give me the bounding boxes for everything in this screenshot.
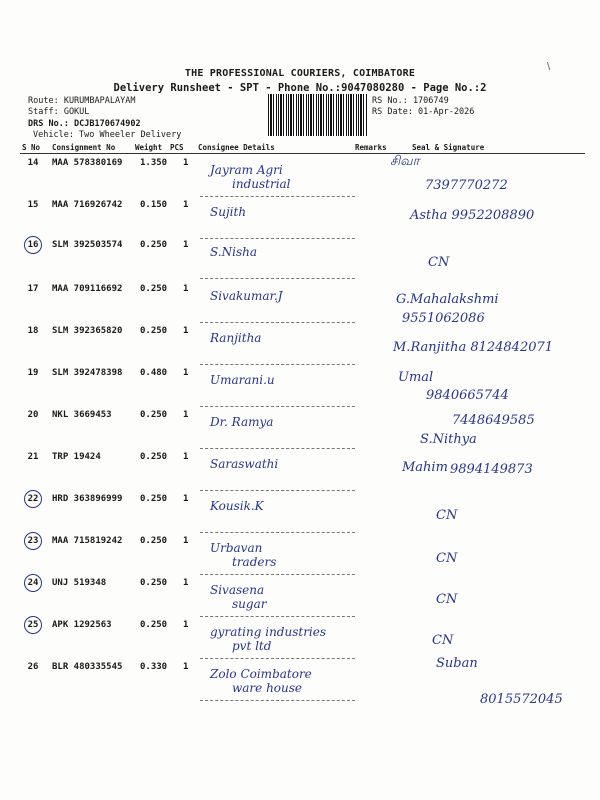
col-remarks: Remarks [355, 143, 387, 152]
consignee-handwriting: Sujith [210, 205, 247, 219]
signature-handwriting: சிவா [390, 154, 420, 169]
row-weight: 0.150 [140, 200, 168, 210]
consignee-handwriting: Umarani.u [210, 373, 275, 387]
row-pcs: 1 [183, 578, 189, 588]
signature-handwriting: Astha 9952208890 [410, 208, 535, 223]
consignee-underline [200, 700, 355, 701]
consignee-underline [200, 616, 355, 617]
row-sno: 23 [27, 536, 39, 546]
consignee-handwriting: sugar [232, 597, 267, 611]
row-pcs: 1 [183, 240, 189, 250]
consignee-handwriting: Dr. Ramya [210, 415, 274, 429]
signature-handwriting: S.Nithya [420, 432, 477, 447]
runsheet-title: Delivery Runsheet - SPT - Phone No.:9047080280 - Page No.:2 [113, 82, 487, 94]
row-consignment-no: MAA 578380169 [52, 158, 123, 168]
row-weight: 0.250 [140, 452, 168, 462]
row-weight: 0.250 [140, 284, 168, 294]
row-sno: 18 [27, 326, 39, 336]
row-pcs: 1 [183, 536, 189, 546]
consignee-handwriting: Sivakumar.J [210, 289, 283, 303]
signature-handwriting: G.Mahalakshmi [396, 292, 499, 307]
signature-handwriting: 8015572045 [480, 692, 563, 707]
signature-handwriting: M.Ranjitha 8124842071 [393, 340, 554, 355]
company-title: THE PROFESSIONAL COURIERS, COIMBATORE [184, 68, 416, 79]
row-consignment-no: TRP 19424 [52, 452, 101, 462]
row-consignment-no: MAA 709116692 [52, 284, 123, 294]
consignee-underline [200, 532, 355, 533]
pen-circle-mark [24, 574, 42, 592]
consignee-handwriting: Ranjitha [210, 331, 262, 345]
consignee-underline [200, 448, 355, 449]
signature-handwriting: 7448649585 [452, 413, 535, 428]
row-weight: 0.250 [140, 494, 168, 504]
row-consignment-no: MAA 715819242 [52, 536, 123, 546]
row-pcs: 1 [183, 620, 189, 630]
row-sno: 15 [27, 200, 39, 210]
signature-handwriting: 9840665744 [426, 388, 509, 403]
route-label: Route: KURUMBAPALAYAM [28, 96, 136, 106]
row-pcs: 1 [183, 200, 189, 210]
consignee-underline [200, 364, 355, 365]
signature-handwriting: 9894149873 [450, 462, 533, 477]
vehicle-label: Vehicle: Two Wheeler Delivery [33, 130, 182, 140]
row-sno: 19 [27, 368, 39, 378]
consignee-underline [200, 406, 355, 407]
row-consignment-no: SLM 392503574 [52, 240, 123, 250]
row-sno: 21 [27, 452, 39, 462]
consignee-handwriting: gyrating industries [210, 625, 327, 639]
pen-circle-mark [24, 490, 42, 508]
signature-handwriting: CN [432, 633, 454, 648]
consignee-underline [200, 490, 355, 491]
barcode [268, 94, 368, 136]
row-pcs: 1 [183, 368, 189, 378]
consignee-underline [200, 574, 355, 575]
row-weight: 0.480 [140, 368, 168, 378]
row-weight: 0.250 [140, 578, 168, 588]
row-weight: 0.250 [140, 240, 168, 250]
header-rule [20, 153, 585, 154]
consignee-handwriting: ware house [232, 681, 303, 695]
signature-handwriting: 9551062086 [402, 311, 485, 326]
consignee-handwriting: Sivasena [210, 583, 265, 597]
row-pcs: 1 [183, 452, 189, 462]
signature-handwriting: Mahim [402, 460, 448, 475]
consignee-underline [200, 238, 355, 239]
rs-date: RS Date: 01-Apr-2026 [372, 107, 475, 117]
signature-handwriting: Umal [398, 370, 434, 385]
row-pcs: 1 [183, 410, 189, 420]
consignee-underline [200, 196, 355, 197]
consignee-handwriting: Zolo Coimbatore [210, 667, 312, 681]
row-pcs: 1 [183, 326, 189, 336]
row-sno: 22 [27, 494, 39, 504]
pen-mark: ∖ [545, 62, 552, 73]
row-pcs: 1 [183, 662, 189, 672]
pen-circle-mark [24, 616, 42, 634]
row-consignment-no: SLM 392478398 [52, 368, 123, 378]
row-weight: 0.250 [140, 536, 168, 546]
consignee-handwriting: S.Nisha [210, 245, 257, 259]
consignee-underline [200, 322, 355, 323]
row-weight: 0.250 [140, 410, 168, 420]
consignee-handwriting: pvt ltd [232, 639, 272, 653]
row-sno: 20 [27, 410, 39, 420]
row-weight: 1.350 [140, 158, 168, 168]
consignee-underline [200, 658, 355, 659]
consignee-handwriting: traders [232, 555, 277, 569]
row-sno: 24 [27, 578, 39, 588]
rs-number: RS No.: 1706749 [372, 96, 449, 106]
row-sno: 17 [27, 284, 39, 294]
consignee-handwriting: Urbavan [210, 541, 263, 555]
signature-handwriting: Suban [436, 656, 478, 671]
row-sno: 16 [27, 240, 39, 250]
col-seal-signature: Seal & Signature [412, 143, 485, 152]
row-weight: 0.250 [140, 326, 168, 336]
row-sno: 26 [27, 662, 39, 672]
signature-handwriting: CN [436, 551, 458, 566]
row-pcs: 1 [183, 158, 189, 168]
row-consignment-no: SLM 392365820 [52, 326, 123, 336]
col-weight: Weight [135, 143, 163, 152]
row-consignment-no: MAA 716926742 [52, 200, 123, 210]
consignee-handwriting: industrial [232, 177, 291, 191]
row-sno: 14 [27, 158, 39, 168]
signature-handwriting: CN [428, 255, 450, 270]
col-sno: S No [22, 143, 41, 152]
row-consignment-no: UNJ 519348 [52, 578, 107, 588]
col-consignee: Consignee Details [198, 143, 275, 152]
consignee-handwriting: Jayram Agri [210, 163, 283, 177]
consignee-handwriting: Saraswathi [210, 457, 279, 471]
row-sno: 25 [27, 620, 39, 630]
row-pcs: 1 [183, 284, 189, 294]
row-weight: 0.330 [140, 662, 168, 672]
pen-circle-mark [24, 236, 42, 254]
consignee-underline [200, 278, 355, 279]
signature-handwriting: CN [436, 508, 458, 523]
drs-number: DRS No.: DCJB170674902 [28, 119, 141, 129]
col-pcs: PCS [170, 143, 184, 152]
row-consignment-no: APK 1292563 [52, 620, 112, 630]
row-consignment-no: BLR 480335545 [52, 662, 123, 672]
signature-handwriting: 7397770272 [425, 178, 508, 193]
row-consignment-no: HRD 363896999 [52, 494, 123, 504]
signature-handwriting: CN [436, 592, 458, 607]
row-consignment-no: NKL 3669453 [52, 410, 112, 420]
consignee-handwriting: Kousik.K [210, 499, 264, 513]
staff-label: Staff: GOKUL [28, 107, 90, 117]
pen-circle-mark [24, 532, 42, 550]
row-weight: 0.250 [140, 620, 168, 630]
row-pcs: 1 [183, 494, 189, 504]
col-consignment: Consignment No [52, 143, 116, 152]
